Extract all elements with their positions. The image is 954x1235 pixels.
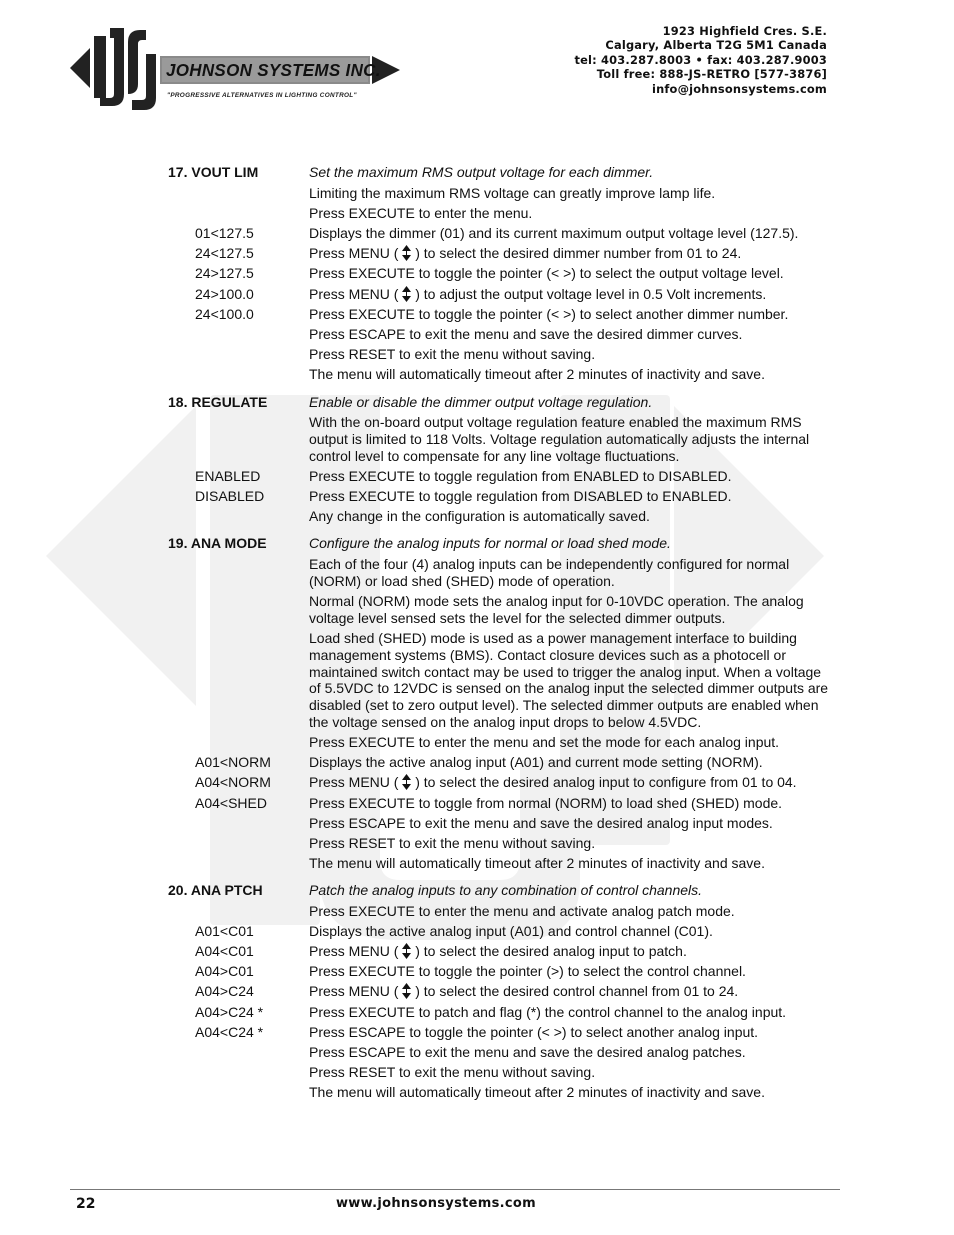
instruction-text: Press EXECUTE to toggle the pointer (< >) to select another dimmer number. bbox=[309, 306, 789, 322]
logo-name: JOHNSON SYSTEMS INC. bbox=[166, 60, 381, 81]
footer-url-link[interactable]: www.johnsonsystems.com bbox=[336, 1196, 536, 1211]
instruction-text: Displays the dimmer (01) and its current maximum output voltage level (127.5). bbox=[309, 225, 799, 241]
instruction-text: Press RESET to exit the menu without saving. bbox=[309, 1064, 596, 1080]
instruction-text-end: ) to select the desired dimmer number from 01 to 24. bbox=[411, 245, 742, 261]
toll-free-line: Toll free: 888-JS-RETRO [577-3876] bbox=[596, 67, 827, 82]
address-line: 1923 Highfield Cres. S.E. bbox=[662, 24, 827, 38]
instruction-text: Press ESCAPE to toggle the pointer (< >) to select another analog input. bbox=[309, 1024, 759, 1040]
section-title: 17. VOUT LIM bbox=[168, 164, 259, 180]
instruction-text-end: ) to adjust the output voltage level in 0.5 Volt increments. bbox=[411, 286, 767, 302]
display-code: A01<NORM bbox=[195, 754, 271, 770]
instruction-text bbox=[309, 943, 833, 960]
instruction-text: Press ESCAPE to exit the menu and save the desired dimmer curves. bbox=[309, 326, 743, 342]
instruction-text-start: Press MENU ( bbox=[309, 943, 403, 959]
email-link[interactable]: info@johnsonsystems.com bbox=[651, 81, 827, 96]
company-logo bbox=[66, 24, 406, 120]
instruction-text: Press EXECUTE to enter the menu. bbox=[309, 205, 533, 221]
instruction-text-start: Press MENU ( bbox=[309, 774, 403, 790]
display-code: A04>C24 bbox=[195, 983, 254, 999]
page-number: 22 bbox=[76, 1196, 96, 1212]
instruction-text: Press RESET to exit the menu without saving. bbox=[309, 346, 596, 362]
display-code: A04<SHED bbox=[195, 795, 267, 811]
display-code: A04<C24 * bbox=[195, 1024, 264, 1040]
display-code: 01<127.5 bbox=[195, 225, 254, 241]
instruction-text: Press EXECUTE to enter the menu and set the mode for each analog input. bbox=[309, 734, 780, 750]
address-line: Calgary, Alberta T2G 5M1 Canada bbox=[605, 38, 827, 53]
display-code: 24>127.5 bbox=[195, 265, 254, 281]
instruction-text: Press RESET to exit the menu without saving. bbox=[309, 835, 596, 851]
instruction-text: Load shed (SHED) mode is used as a power management interface to building management systems (BMS). Contact closure devices such as a photocell or maintained switch contact may be used to trigger the analog input. When a voltage of 5.5VDC to 12VDC is sensed on the analog input the selected dimmer outputs are disabled (set to zero output level). The selected dimmer outputs are enabled when the voltage sensed on the analog input drops to below 4.5VDC. bbox=[309, 630, 829, 730]
display-code: 24>100.0 bbox=[195, 286, 254, 302]
instruction-text: Press EXECUTE to toggle regulation from ENABLED to DISABLED. bbox=[309, 468, 732, 484]
instruction-text-start: Press MENU ( bbox=[309, 983, 403, 999]
display-code: DISABLED bbox=[195, 488, 265, 504]
instruction-text bbox=[309, 286, 833, 303]
up-down-arrow-icon bbox=[402, 943, 411, 959]
logo-tagline: "PROGRESSIVE ALTERNATIVES IN LIGHTING CONTROL" bbox=[167, 92, 357, 99]
instruction-text bbox=[309, 983, 833, 1000]
instruction-text-start: Press MENU ( bbox=[309, 286, 403, 302]
up-down-arrow-icon bbox=[402, 245, 411, 261]
display-code: A04<NORM bbox=[195, 774, 271, 790]
instruction-text: Press EXECUTE to toggle the pointer (>) to select the control channel. bbox=[309, 963, 746, 979]
instruction-text: With the on-board output voltage regulation feature enabled the maximum RMS output is limited to 118 Volts. Voltage regulation automatically adjusts the internal control level to compensate for any line voltage fluctuations. bbox=[309, 414, 810, 464]
phone-line: tel: 403.287.8003 • fax: 403.287.9003 bbox=[574, 52, 827, 67]
instruction-text bbox=[309, 245, 833, 262]
instruction-text: Press EXECUTE to toggle regulation from DISABLED to ENABLED. bbox=[309, 488, 732, 504]
up-down-arrow-icon bbox=[402, 774, 411, 790]
display-code: ENABLED bbox=[195, 468, 261, 484]
instruction-text-start: Press MENU ( bbox=[309, 245, 403, 261]
instruction-text: Press EXECUTE to patch and flag (*) the control channel to the analog input. bbox=[309, 1004, 787, 1020]
section-description: Configure the analog inputs for normal or load shed mode. bbox=[309, 535, 671, 551]
instruction-text: The menu will automatically timeout after 2 minutes of inactivity and save. bbox=[309, 855, 765, 871]
display-code: 24<100.0 bbox=[195, 306, 254, 322]
instruction-text: Displays the active analog input (A01) and control channel (C01). bbox=[309, 923, 713, 939]
instruction-text: The menu will automatically timeout after 2 minutes of inactivity and save. bbox=[309, 366, 765, 382]
section-description: Patch the analog inputs to any combination of control channels. bbox=[309, 882, 703, 898]
instruction-text: Displays the active analog input (A01) and current mode setting (NORM). bbox=[309, 754, 763, 770]
instruction-text: Each of the four (4) analog inputs can be independently configured for normal (NORM) or load shed (SHED) mode of operation. bbox=[309, 556, 790, 589]
instruction-text: The menu will automatically timeout after 2 minutes of inactivity and save. bbox=[309, 1084, 765, 1100]
instruction-text: Press ESCAPE to exit the menu and save the desired analog input modes. bbox=[309, 815, 773, 831]
instruction-text: Normal (NORM) mode sets the analog input for 0-10VDC operation. The analog voltage level sensed sets the level for the selected dimmer outputs. bbox=[309, 593, 804, 626]
section-title: 20. ANA PTCH bbox=[168, 882, 263, 898]
up-down-arrow-icon bbox=[402, 983, 411, 999]
display-code: A04<C01 bbox=[195, 943, 254, 959]
footer-divider bbox=[70, 1189, 840, 1190]
instruction-text: Any change in the configuration is automatically saved. bbox=[309, 508, 650, 524]
instruction-text-end: ) to select the desired analog input to configure from 01 to 04. bbox=[411, 774, 797, 790]
company-address bbox=[574, 24, 827, 96]
up-down-arrow-icon bbox=[402, 286, 411, 302]
instruction-text: Press EXECUTE to toggle the pointer (< >) to select the output voltage level. bbox=[309, 265, 784, 281]
section-description: Enable or disable the dimmer output voltage regulation. bbox=[309, 394, 653, 410]
instruction-text: Limiting the maximum RMS voltage can greatly improve lamp life. bbox=[309, 185, 716, 201]
instruction-text-end: ) to select the desired analog input to patch. bbox=[411, 943, 687, 959]
section-description: Set the maximum RMS output voltage for each dimmer. bbox=[309, 164, 654, 180]
section-title: 18. REGULATE bbox=[168, 394, 268, 410]
instruction-text-end: ) to select the desired control channel from 01 to 24. bbox=[411, 983, 739, 999]
instruction-text bbox=[309, 774, 833, 791]
display-code: A04>C24 * bbox=[195, 1004, 264, 1020]
instruction-text: Press ESCAPE to exit the menu and save the desired analog patches. bbox=[309, 1044, 746, 1060]
display-code: A01<C01 bbox=[195, 923, 254, 939]
display-code: 24<127.5 bbox=[195, 245, 254, 261]
instruction-text: Press EXECUTE to toggle from normal (NORM) to load shed (SHED) mode. bbox=[309, 795, 783, 811]
section-title: 19. ANA MODE bbox=[168, 535, 267, 551]
display-code: A04>C01 bbox=[195, 963, 254, 979]
instruction-text: Press EXECUTE to enter the menu and activate analog patch mode. bbox=[309, 903, 735, 919]
